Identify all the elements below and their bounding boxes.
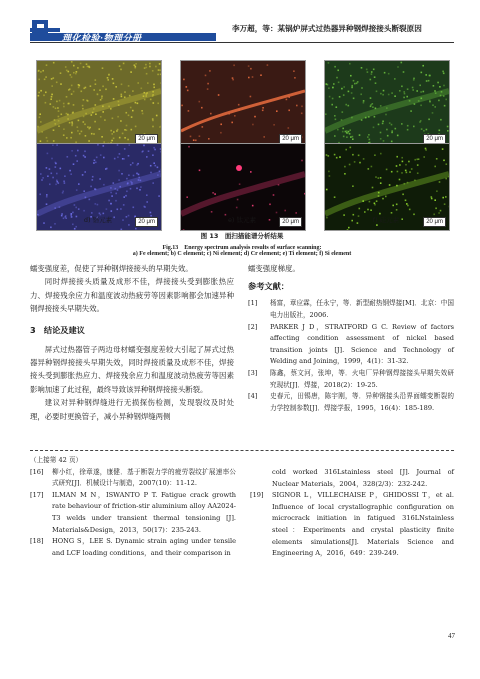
reference-list — [250, 490, 454, 560]
element-map-panel — [180, 60, 306, 148]
reference-item: cold worked 316Lstainless steel [J]. Journal of Nuclear Materials，2004，328(2/3)：232-242. — [272, 468, 454, 488]
reference-item — [248, 322, 454, 368]
reference-item — [30, 490, 236, 536]
paragraph: 蠕变强度差，促使了异种钢焊接接头的早期失效。 — [30, 264, 193, 273]
reference-item — [248, 298, 454, 321]
journal-name: 理化检验·物理分册 — [62, 33, 142, 43]
paragraph: 建议对异种钢焊缝进行无损探伤检测，发现裂纹及时处理，必要时更换管子，减小异种钢焊缝两侧 — [30, 398, 234, 421]
reference-item — [250, 490, 454, 560]
reference-list — [30, 467, 236, 560]
scale-bar-label: 20 μm — [423, 134, 446, 144]
reference-item — [30, 467, 236, 490]
reference-item — [248, 368, 454, 391]
reference-text: PARKER J D，STRATFORD G C. Review of factors affecting condition assessment of nickel based transition joints [J]. Science and Technology of Welding and Joining，1999，4(1)：31-32. — [270, 322, 454, 366]
element-map-panel — [324, 60, 450, 148]
reference-number: [2] — [248, 322, 258, 331]
scale-bar-label: 20 μm — [135, 217, 158, 227]
reference-text: HONG S，LEE S. Dynamic strain aging under tensile and LCF loading conditions，and their comparison in — [52, 537, 236, 557]
paragraph: 蠕变强度梯度。 — [248, 264, 300, 273]
section-heading: 3 结论及建议 — [30, 324, 85, 335]
right-column — [248, 262, 454, 414]
panel-caption: d) 铬元素 — [83, 216, 113, 224]
reference-number: [1] — [248, 299, 258, 308]
reference-number: [18] — [30, 537, 44, 546]
continued-right — [250, 467, 454, 560]
paragraph: 同时焊接接头质量及成形不佳，焊接接头受到膨胀热应力、焊接残余应力和温度波动热疲劳等因素影响都会加速异种钢焊接接头早期失效。 — [30, 277, 234, 314]
reference-text: SIGNOR L，VILLECHAISE P，GHIDOSSI T，et al. Influence of local crystallographic configuration on microcrack initiation in fatigued 316LNstainless steel：Experiments and crystal plasticity finite elements simulations[J]. Materials Science and Engineering A，2016，649：239-249. — [272, 491, 454, 558]
element-map-panel — [36, 60, 162, 148]
figure-title-cn: 图 13 面扫描能谱分析结果 — [200, 232, 284, 240]
paragraph: 屏式过热器管子两边母材蠕变强度差较大引起了屏式过热器异种钢焊接接头早期失效，同时焊接质量及成形不佳，焊接接头受到膨胀热应力、焊接残余应力和温度波动热疲劳等因素影响加速了此过程，最终导致该异种钢焊接接头断裂。 — [30, 344, 234, 394]
figure-title-en: Fig.13 Energy spectrum analysis results of surface scanning: — [162, 245, 322, 251]
reference-number: [19] — [250, 491, 264, 500]
figure-subtitle-en: a) Fe element; b) C element; c) Ni element; d) Cr element; e) Ti element; f) Si element — [132, 251, 352, 257]
scale-bar-label: 20 μm — [135, 134, 158, 144]
reference-text: 陈鑫，蔡文河，张坤，等．火电厂异种钢焊接接头早期失效研究现状[J]．焊接，2018(2)：19-25. — [270, 368, 454, 389]
panel-caption: f) 硅元素 — [372, 216, 400, 224]
reference-number: [4] — [248, 392, 258, 401]
left-column — [30, 262, 234, 423]
reference-text: 柳小红，徐章遂，康健．基于断裂力学的疲劳裂纹扩展速率公式研究[J]．机械设计与制造，2007(10)：11-12. — [52, 467, 236, 488]
reference-list — [248, 298, 454, 414]
reference-text: 史春元，田锡唐，陈宇刚，等．异种钢接头沿界面蠕变断裂的力学控制参数[J]．焊接学报，1995，16(4)：185-189. — [270, 392, 454, 412]
scale-bar-label: 20 μm — [423, 217, 446, 227]
page-number: 47 — [448, 632, 455, 640]
references-heading: 参考文献： — [248, 281, 289, 292]
scale-bar-label: 20 μm — [279, 217, 302, 227]
continued-left — [30, 455, 236, 559]
section-divider — [30, 450, 454, 451]
scale-bar-label: 20 μm — [279, 134, 302, 144]
reference-item — [248, 391, 454, 414]
reference-number: [16] — [30, 467, 44, 476]
reference-text: 杨富，章应霖，任永宁，等．新型耐热钢焊接[M]．北京：中国电力出版社，2006. — [270, 299, 454, 319]
reference-number: [17] — [30, 490, 44, 499]
continued-note: （上接第 42 页） — [30, 456, 83, 464]
reference-number: [3] — [248, 368, 258, 377]
reference-item — [30, 536, 236, 559]
panel-caption: e) 钛元素 — [227, 216, 257, 224]
running-title: 李万超，等：某锅炉屏式过热器异种钢焊接接头断裂原因 — [232, 24, 422, 33]
reference-text: ILMAN M N，ISWANTO P T. Fatigue crack growth rate behaviour of friction-stir aluminium alloy AA2024-T3 welds under transient thermal tensioning [J]. Materials&Design，2013，50(17)：235-243. — [52, 490, 236, 534]
